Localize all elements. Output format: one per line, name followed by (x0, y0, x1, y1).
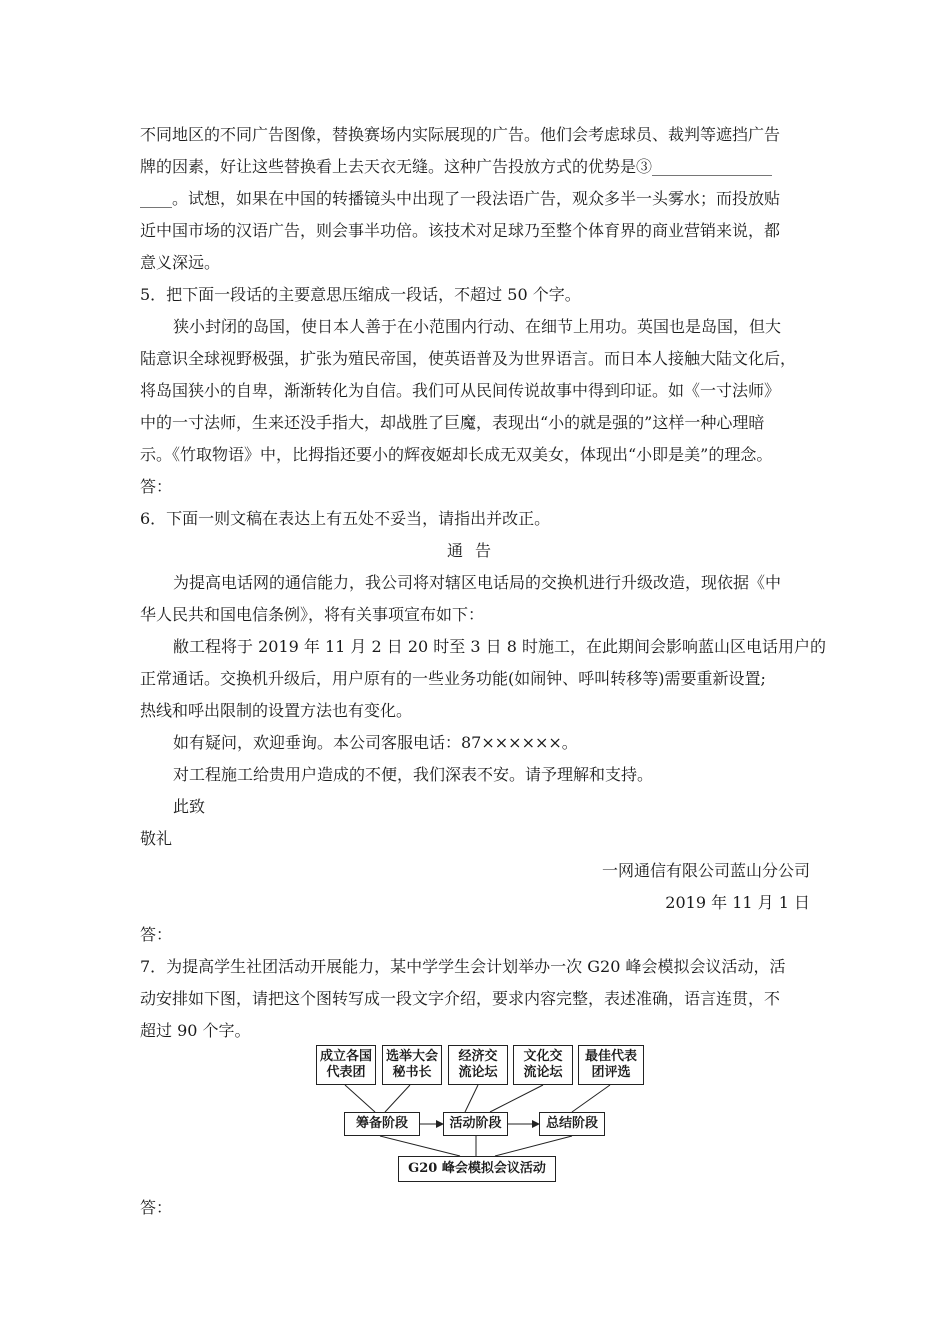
q7-prompt-line-2: 动安排如下图，请把这个图转写成一段文字介绍，要求内容完整，表述准确，语言连贯，不 (140, 989, 781, 1008)
diagram-stage-summary: 总结阶段 (539, 1112, 605, 1136)
diagram-box-form-delegations: 成立各国 代表团 (316, 1045, 376, 1085)
q7-prompt-line-3: 超过 90 个字。 (140, 1021, 251, 1040)
diagram-stage-activity: 活动阶段 (443, 1112, 508, 1136)
notice-title: 通告 (446, 541, 503, 560)
notice-para-1-line-1: 为提高电话网的通信能力，我公司将对辖区电话局的交换机进行升级改造，现依据《中 (173, 573, 782, 592)
notice-date: 2019 年 11 月 1 日 (665, 893, 810, 912)
diagram-root-event: G20 峰会模拟会议活动 (398, 1156, 556, 1182)
q5-answer-label: 答： (140, 477, 173, 496)
notice-signature: 一网通信有限公司蓝山分公司 (601, 861, 810, 880)
q5-passage-line-4: 中的一寸法师，生来还没手指大，却战胜了巨魔，表现出“小的就是强的”这样一种心理暗 (140, 413, 765, 432)
q5-passage-line-1: 狭小封闭的岛国，使日本人善于在小范围内行动、在细节上用功。英国也是岛国，但大 (173, 317, 782, 336)
notice-para-2-line-2: 正常通话。交换机升级后，用户原有的一些业务功能(如闹钟、呼叫转移等)需要重新设置; (140, 669, 766, 688)
notice-closing-1: 此致 (173, 797, 206, 816)
notice-para-2-line-3: 热线和呼出限制的设置方法也有变化。 (140, 701, 413, 720)
notice-closing-2: 敬礼 (140, 829, 173, 848)
intro-line-2: 牌的因素，好让这些替换看上去天衣无缝。这种广告投放方式的优势是③_______________ (140, 157, 773, 176)
q7-prompt-line-1: 7．为提高学生社团活动开展能力，某中学学生会计划举办一次 G20 峰会模拟会议活动，活 (140, 957, 786, 976)
q6-answer-label: 答： (140, 925, 173, 944)
intro-line-5: 意义深远。 (140, 253, 221, 272)
q5-passage-line-2: 陆意识全球视野极强，扩张为殖民帝国，使英语普及为世界语言。而日本人接触大陆文化后， (140, 349, 797, 368)
q6-prompt: 6．下面一则文稿在表达上有五处不妥当，请指出并改正。 (140, 509, 551, 528)
q5-passage-line-5: 示。《竹取物语》中，比拇指还要小的辉夜姬却长成无双美女，体现出“小即是美”的理念。 (140, 445, 773, 464)
diagram-box-culture-forum: 文化交 流论坛 (513, 1045, 573, 1085)
diagram-box-best-delegation: 最佳代表 团评选 (578, 1045, 644, 1085)
intro-line-3: ____。试想，如果在中国的转播镜头中出现了一段法语广告，观众多半一头雾水；而投放贴 (140, 189, 781, 208)
q5-prompt: 5．把下面一段话的主要意思压缩成一段话，不超过 50 个字。 (140, 285, 581, 304)
notice-para-3: 如有疑问，欢迎垂询。本公司客服电话：87××××××。 (173, 733, 578, 752)
notice-para-4: 对工程施工给贵用户造成的不便，我们深表不安。请予理解和支持。 (173, 765, 654, 784)
diagram-box-economic-forum: 经济交 流论坛 (448, 1045, 508, 1085)
notice-para-2-line-1: 敝工程将于 2019 年 11 月 2 日 20 时至 3 日 8 时施工，在此期间会影响蓝山区电话用户的 (173, 637, 827, 656)
q5-passage-line-3: 将岛国狭小的自卑，渐渐转化为自信。我们可从民间传说故事中得到印证。如《一寸法师》 (140, 381, 781, 400)
q7-answer-label: 答： (140, 1198, 173, 1217)
diagram-box-elect-secretary: 选举大会 秘书长 (382, 1045, 442, 1085)
activity-diagram (310, 1045, 650, 1190)
intro-line-1: 不同地区的不同广告图像，替换赛场内实际展现的广告。他们会考虑球员、裁判等遮挡广告 (140, 125, 781, 144)
diagram-stage-preparation: 筹备阶段 (344, 1112, 420, 1136)
intro-line-4: 近中国市场的汉语广告，则会事半功倍。该技术对足球乃至整个体育界的商业营销来说，都 (140, 221, 781, 240)
notice-para-1-line-2: 华人民共和国电信条例》，将有关事项宣布如下： (140, 605, 485, 624)
